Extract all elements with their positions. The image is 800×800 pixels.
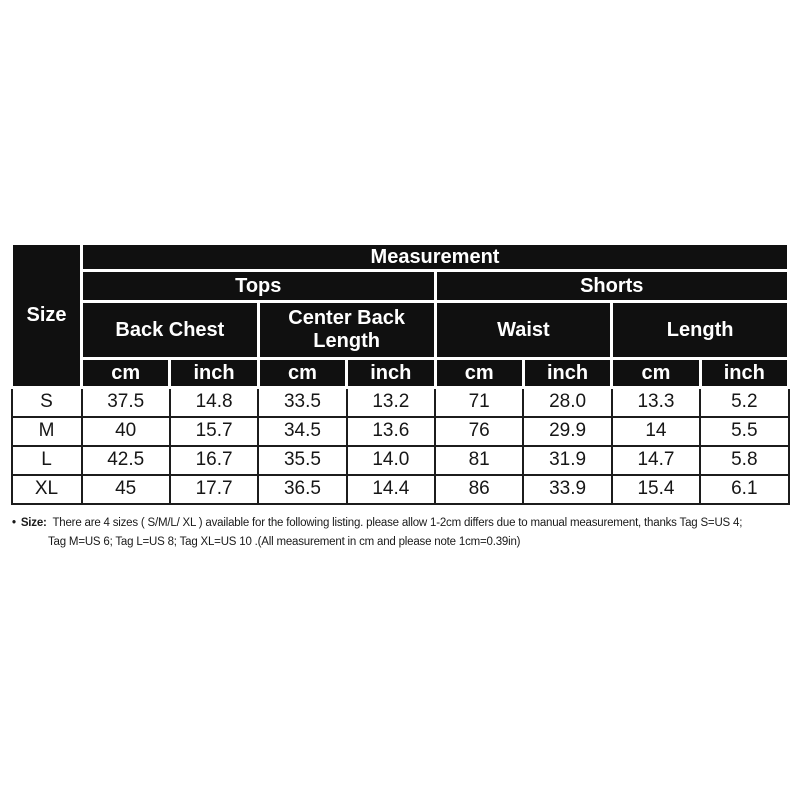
- size-column-header: Size: [12, 244, 82, 388]
- value-cell: 15.4: [612, 475, 700, 504]
- group-header-shorts: Shorts: [435, 271, 789, 302]
- size-note-line2: Tag M=US 6; Tag L=US 8; Tag XL=US 10 .(All measurement in cm and please note 1cm=0.39in): [48, 536, 521, 548]
- value-cell: 6.1: [700, 475, 788, 504]
- value-cell: 31.9: [523, 446, 611, 475]
- value-cell: 35.5: [258, 446, 346, 475]
- value-cell: 42.5: [82, 446, 170, 475]
- table-row-s: [12, 388, 789, 417]
- value-cell: 33.5: [258, 388, 346, 417]
- value-cell: 14.8: [170, 388, 258, 417]
- value-cell: 40: [82, 417, 170, 446]
- size-note-text-1: There are 4 sizes ( S/M/L/ XL ) available for the following listing. please allow 1-2cm differs due to manual measurement, thanks Tag S=US 4;: [52, 517, 743, 529]
- unit-header-inch: inch: [347, 359, 435, 388]
- value-cell: 15.7: [170, 417, 258, 446]
- unit-header-inch: inch: [523, 359, 611, 388]
- value-cell: 17.7: [170, 475, 258, 504]
- row-label: L: [12, 446, 82, 475]
- value-cell: 13.3: [612, 388, 700, 417]
- unit-header-inch: inch: [700, 359, 788, 388]
- value-cell: 29.9: [523, 417, 611, 446]
- size-note-line1: [12, 514, 798, 533]
- value-cell: 5.2: [700, 388, 788, 417]
- col-header-waist: Waist: [435, 302, 612, 359]
- group-header-tops: Tops: [82, 271, 436, 302]
- unit-header-cm: cm: [612, 359, 700, 388]
- size-note-label: Size:: [20, 517, 47, 529]
- value-cell: 14.7: [612, 446, 700, 475]
- col-header-back-chest: Back Chest: [82, 302, 259, 359]
- unit-header-inch: inch: [170, 359, 258, 388]
- value-cell: 76: [435, 417, 523, 446]
- value-cell: 5.5: [700, 417, 788, 446]
- table-row-xl: [12, 475, 789, 504]
- value-cell: 71: [435, 388, 523, 417]
- unit-header-cm: cm: [435, 359, 523, 388]
- value-cell: 14: [612, 417, 700, 446]
- col-header-center-back-length: Center Back Length: [258, 302, 435, 359]
- size-note: [12, 514, 798, 552]
- value-cell: 86: [435, 475, 523, 504]
- col-header-length: Length: [612, 302, 789, 359]
- row-label: XL: [12, 475, 82, 504]
- value-cell: 81: [435, 446, 523, 475]
- value-cell: 16.7: [170, 446, 258, 475]
- bullet-icon: •: [12, 517, 16, 529]
- row-label: M: [12, 417, 82, 446]
- measurement-table: [10, 242, 790, 505]
- unit-header-cm: cm: [82, 359, 170, 388]
- value-cell: 34.5: [258, 417, 346, 446]
- value-cell: 14.4: [347, 475, 435, 504]
- row-label: S: [12, 388, 82, 417]
- table-row-l: [12, 446, 789, 475]
- value-cell: 37.5: [82, 388, 170, 417]
- measurement-header: Measurement: [82, 244, 789, 271]
- value-cell: 36.5: [258, 475, 346, 504]
- unit-header-cm: cm: [258, 359, 346, 388]
- value-cell: 14.0: [347, 446, 435, 475]
- value-cell: 13.6: [347, 417, 435, 446]
- value-cell: 28.0: [523, 388, 611, 417]
- table-row-m: [12, 417, 789, 446]
- value-cell: 45: [82, 475, 170, 504]
- value-cell: 5.8: [700, 446, 788, 475]
- value-cell: 33.9: [523, 475, 611, 504]
- value-cell: 13.2: [347, 388, 435, 417]
